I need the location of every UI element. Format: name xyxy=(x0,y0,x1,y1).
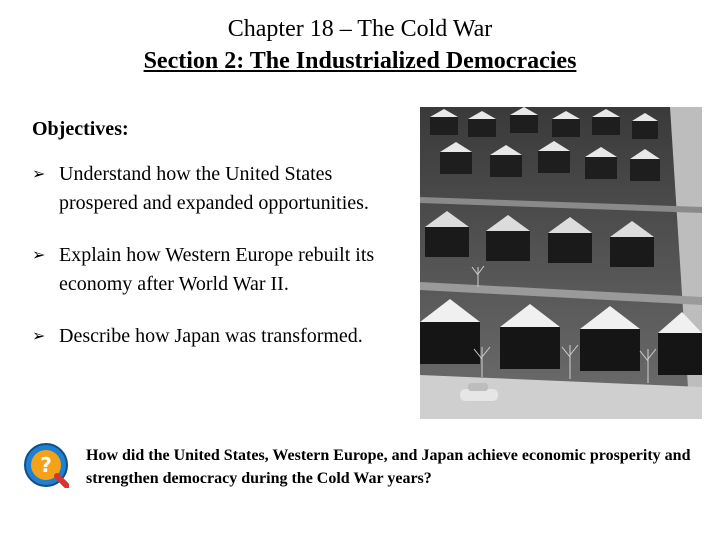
objective-text: Describe how Japan was transformed. xyxy=(59,325,363,347)
objective-item xyxy=(32,241,412,298)
objective-text: Understand how the United States prospered and expanded opportunities. xyxy=(59,163,369,214)
objective-item xyxy=(32,160,412,217)
objectives-list xyxy=(32,160,412,351)
arrow-bullet-icon: ➢ xyxy=(32,245,46,264)
arrow-bullet-icon: ➢ xyxy=(32,326,46,345)
section-subtitle xyxy=(0,46,720,76)
svg-text:?: ? xyxy=(40,453,52,477)
arrow-bullet-icon: ➢ xyxy=(32,164,46,183)
chapter-title: Chapter 18 – The Cold War xyxy=(227,16,493,42)
suburban-houses-photo xyxy=(420,107,702,419)
essential-question: How did the United States, Western Europe, and Japan achieve economic prosperity and strengthen democracy during the Cold War years? xyxy=(86,447,691,487)
objectives-heading: Objectives: xyxy=(32,118,129,140)
question-mark-icon xyxy=(23,442,69,488)
objective-text: Explain how Western Europe rebuilt its economy after World War II. xyxy=(59,244,375,295)
section-subtitle-text: Section 2: The Industrialized Democracies xyxy=(143,48,577,74)
objective-item xyxy=(32,322,412,351)
